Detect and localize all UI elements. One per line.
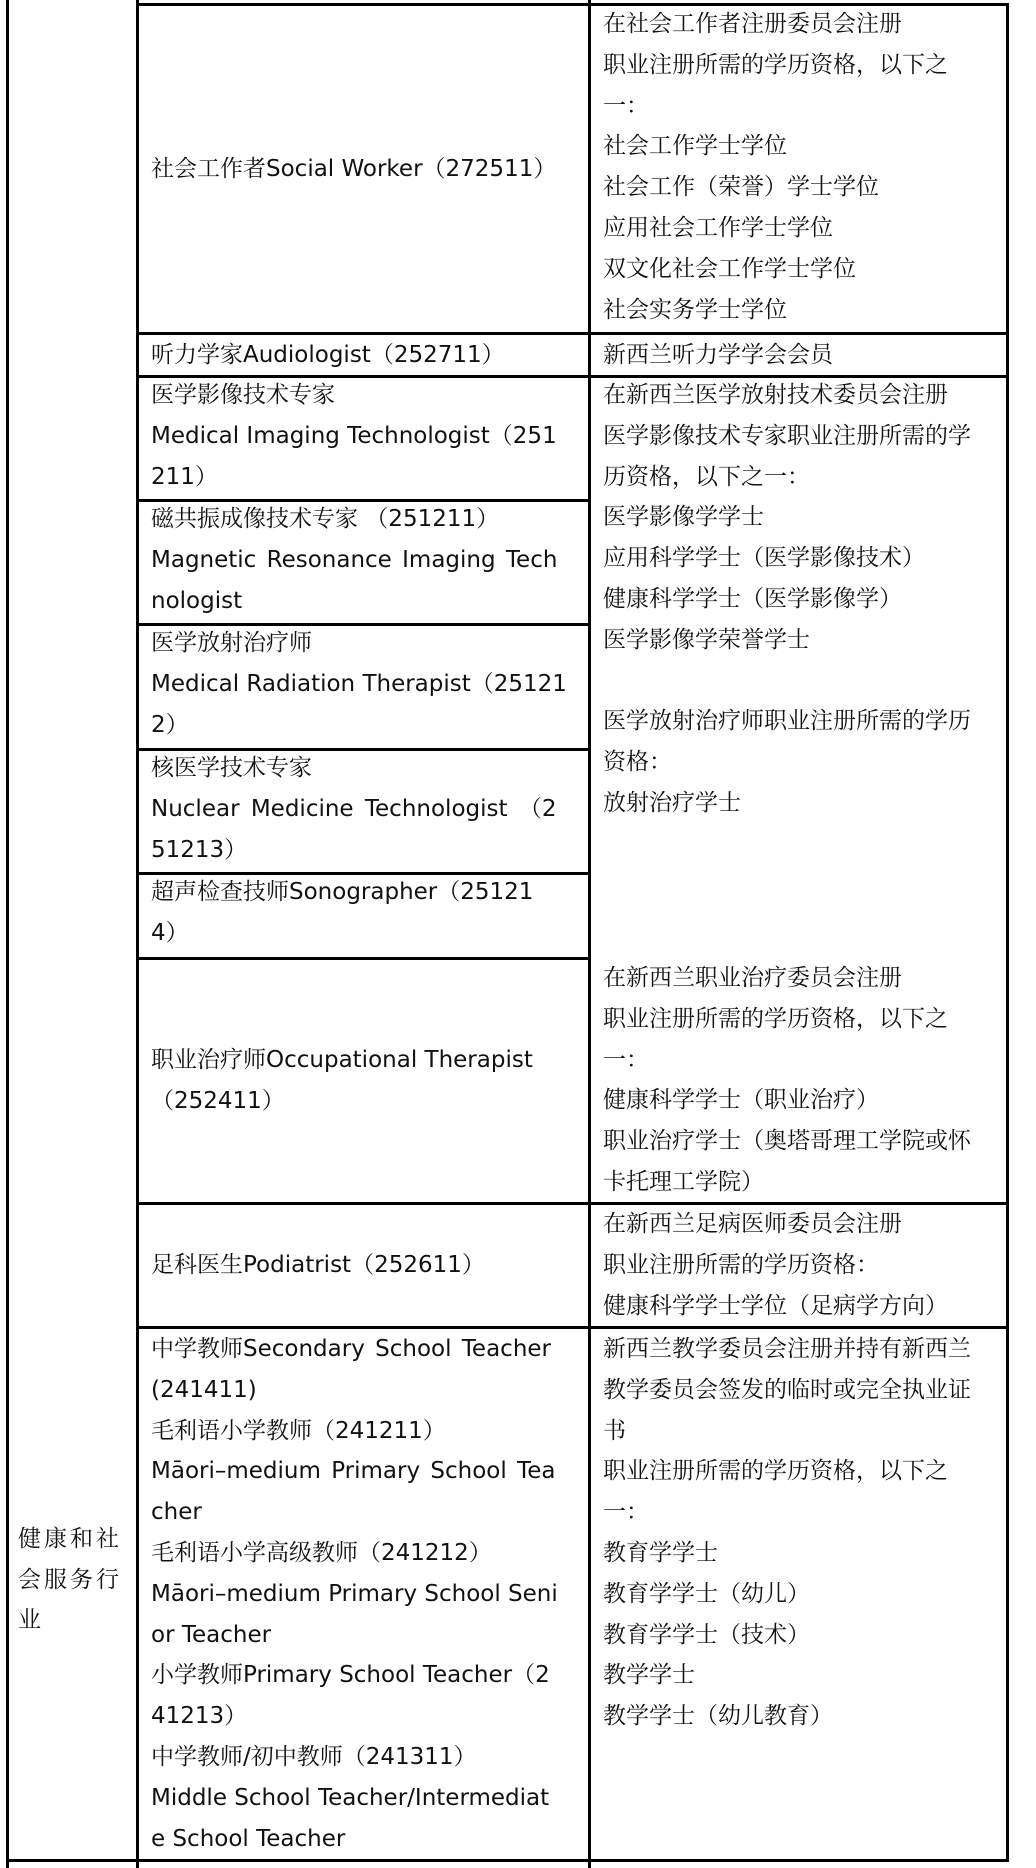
- requirement-text: 医学影像学学士: [603, 504, 764, 531]
- occupation-cell-teachers: [139, 1329, 588, 1859]
- requirement-text: 社会实务学士学位: [603, 296, 787, 323]
- requirement-text: 历资格，以下之一：: [603, 463, 810, 490]
- occupation-cell-mri-technologist: [139, 499, 588, 623]
- requirement-text: 健康科学学士（医学影像学）: [603, 585, 902, 612]
- occupation-text: (241411): [151, 1376, 257, 1403]
- requirement-cell-teachers: [591, 1329, 1006, 1859]
- requirement-text: 教育学学士（幼儿）: [603, 1580, 810, 1607]
- occupation-cell-occupational-therapist: [139, 960, 588, 1202]
- requirement-text: 一：: [603, 1499, 649, 1526]
- blank-line: [603, 661, 998, 702]
- requirement-text: 应用社会工作学士学位: [603, 214, 833, 241]
- occupation-text: 中学教师Secondary School Teacher: [151, 1336, 551, 1362]
- occupation-cell-medical-radiation-therapist: [139, 623, 588, 748]
- requirement-text: 新西兰听力学学会会员: [603, 341, 833, 368]
- requirement-text: 放射治疗学士: [603, 789, 741, 816]
- requirement-text: 一：: [603, 1046, 649, 1073]
- requirement-text: 社会工作学士学位: [603, 133, 787, 160]
- occupation-text: Nuclear Medicine Technologist （2: [151, 795, 557, 822]
- occupation-text: 职业治疗师Occupational Therapist: [151, 1047, 533, 1074]
- occupation-text: 2）: [151, 711, 189, 738]
- requirement-text: 职业注册所需的学历资格：: [603, 1251, 879, 1278]
- requirement-text: 在新西兰职业治疗委员会注册: [603, 965, 902, 991]
- requirement-text: 在社会工作者注册委员会注册: [603, 11, 902, 37]
- occupation-cell-social-worker: [139, 6, 588, 332]
- occupation-cell-audiologist: [139, 335, 588, 375]
- requirement-cell-audiologist: [591, 335, 1006, 375]
- requirement-text: 应用科学学士（医学影像技术）: [603, 545, 925, 572]
- requirement-text: 医学影像技术专家职业注册所需的学: [603, 422, 971, 449]
- requirement-cell-podiatrist: [591, 1204, 1006, 1326]
- requirement-text: 资格：: [603, 749, 672, 776]
- requirement-text: 卡托理工学院）: [603, 1168, 764, 1195]
- occupation-text: 小学教师Primary School Teacher（2: [151, 1662, 550, 1689]
- occupation-text: 毛利语小学教师（241211）: [151, 1417, 446, 1444]
- category-label-line: 会服务行: [18, 1566, 122, 1593]
- occupation-text: cher: [151, 1499, 202, 1526]
- requirement-cell-medical-imaging-group: [591, 375, 1006, 957]
- occupation-cell-nuclear-medicine-technologist: [139, 748, 588, 872]
- occupation-text: （252411）: [151, 1088, 285, 1114]
- occupation-cell-sonographer: [139, 872, 588, 957]
- requirement-text: 教育学学士（技术）: [603, 1621, 810, 1648]
- occupation-text: Magnetic Resonance Imaging Tech: [151, 546, 558, 573]
- requirement-text: 在新西兰医学放射技术委员会注册: [603, 382, 948, 408]
- occupation-text: Medical Radiation Therapist（25121: [151, 670, 567, 697]
- category-label-line: 业: [18, 1607, 44, 1634]
- requirement-cell-social-worker: [591, 4, 1006, 332]
- occupation-text: nologist: [151, 587, 243, 614]
- table-border-right: [1006, 4, 1009, 1862]
- occupation-text: 医学影像技术专家: [151, 382, 335, 408]
- requirement-cell-occupational-therapist: [591, 958, 1006, 1202]
- requirement-text: 教学学士（幼儿教育）: [603, 1703, 833, 1730]
- occupation-text: 4）: [151, 919, 189, 946]
- requirement-text: 职业注册所需的学历资格，以下之: [603, 1005, 948, 1032]
- occupation-text: Māori–medium Primary School Seni: [151, 1580, 558, 1607]
- occupation-text: 足科医生Podiatrist（252611）: [151, 1252, 485, 1279]
- requirement-text: 社会工作（荣誉）学士学位: [603, 174, 879, 201]
- occupation-text: 211）: [151, 463, 218, 490]
- occupation-text: Māori–medium Primary School Tea: [151, 1458, 556, 1485]
- occupation-text: 毛利语小学高级教师（241212）: [151, 1539, 492, 1566]
- category-cell: [9, 1380, 136, 1780]
- category-label-line: 健康和社: [18, 1525, 122, 1552]
- requirement-text: 新西兰教学委员会注册并持有新西兰: [603, 1336, 971, 1362]
- requirement-text: 一：: [603, 92, 649, 119]
- occupation-text: 核医学技术专家: [151, 755, 312, 781]
- requirement-text: 教学委员会签发的临时或完全执业证: [603, 1376, 971, 1403]
- occupation-text: or Teacher: [151, 1621, 272, 1648]
- requirement-text: 职业注册所需的学历资格，以下之: [603, 51, 948, 78]
- occupation-text: 听力学家Audiologist（252711）: [151, 341, 505, 368]
- occupation-text: 超声检查技师Sonographer（25121: [151, 879, 534, 905]
- requirement-text: 教育学学士: [603, 1539, 718, 1566]
- requirement-text: 健康科学学士学位（足病学方向）: [603, 1292, 948, 1319]
- requirement-text: 在新西兰足病医师委员会注册: [603, 1211, 902, 1237]
- occupation-text: 41213）: [151, 1703, 248, 1730]
- occupation-text: 磁共振成像技术专家 （251211）: [151, 506, 500, 532]
- requirement-text: 职业治疗学士（奥塔哥理工学院或怀: [603, 1128, 971, 1155]
- requirement-text: 教学学士: [603, 1662, 695, 1689]
- requirement-text: 书: [603, 1417, 626, 1444]
- occupation-text: 中学教师/初中教师（241311）: [151, 1743, 477, 1770]
- occupation-text: 51213）: [151, 836, 248, 863]
- occupation-cell-medical-imaging-technologist: [139, 375, 588, 499]
- requirement-text: 双文化社会工作学士学位: [603, 255, 856, 282]
- requirement-text: 医学影像学荣誉学士: [603, 626, 810, 653]
- occupation-text: Medical Imaging Technologist（251: [151, 422, 557, 449]
- occupation-text: e School Teacher: [151, 1825, 346, 1852]
- requirement-text: 医学放射治疗师职业注册所需的学历: [603, 708, 971, 735]
- occupation-cell-podiatrist: [139, 1205, 588, 1326]
- row-border: [6, 1859, 1009, 1862]
- occupation-text: Middle School Teacher/Intermediat: [151, 1784, 550, 1811]
- occupation-text: 医学放射治疗师: [151, 630, 312, 656]
- occupation-text: 社会工作者Social Worker（272511）: [151, 155, 557, 182]
- requirement-text: 职业注册所需的学历资格，以下之: [603, 1458, 948, 1485]
- requirement-text: 健康科学学士（职业治疗）: [603, 1087, 879, 1114]
